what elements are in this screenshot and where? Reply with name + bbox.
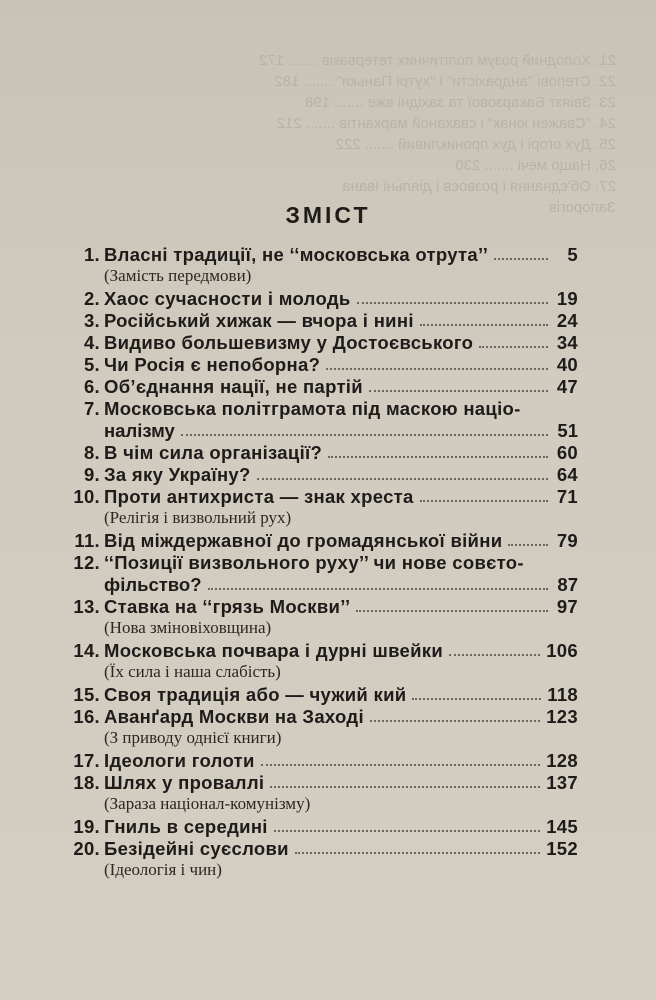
entry-title: Об’єднання нації, не партій: [104, 376, 363, 397]
entry-page-number: 71: [556, 486, 578, 507]
leader-dots: [326, 367, 548, 370]
entry-number: 8.: [83, 442, 100, 463]
entry-title: Ставка на ‘‘грязь Москви’’: [104, 596, 351, 617]
leader-dots: [449, 653, 540, 656]
entry-title: За яку Україну?: [104, 464, 251, 485]
entry-title: Своя традиція або — чужий кий: [104, 684, 407, 705]
entry-title: Аванґард Москви на Заході: [104, 706, 364, 727]
entry-number: 7.: [83, 398, 100, 419]
entry-page-number: 40: [556, 354, 578, 375]
entry-number: 11.: [74, 530, 100, 551]
entry-title: Чи Росія є непоборна?: [104, 354, 321, 375]
show-through-line: Запорогів: [548, 199, 616, 216]
toc-entry[interactable]: [58, 376, 578, 398]
toc-entry[interactable]: [58, 398, 578, 420]
show-through-line: 24. "Сважен юнак" і сваханой маркантів ....... 212: [276, 115, 616, 132]
leader-dots: [181, 433, 548, 436]
entry-page-number: 87: [557, 574, 578, 595]
entry-subtitle: (Релігія і визвольний рух): [104, 508, 292, 527]
leader-dots: [356, 609, 548, 612]
entry-subtitle: (З приводу однієї книги): [104, 728, 282, 747]
entry-number: 18.: [73, 772, 100, 793]
entry-number: 19.: [73, 816, 100, 837]
entry-number: 20.: [73, 838, 100, 859]
toc-entry[interactable]: [58, 838, 578, 860]
entry-number: 2.: [83, 288, 100, 309]
entry-subtitle: (Нова зміновіховщина): [104, 618, 272, 637]
entry-page-number: 79: [556, 530, 578, 551]
toc-entry[interactable]: [58, 310, 578, 332]
entry-page-number: 60: [556, 442, 578, 463]
entry-title: Ідеологи голоти: [104, 750, 255, 771]
entry-page-number: 123: [546, 706, 578, 727]
entry-number: 3.: [83, 310, 100, 331]
entry-page-number: 24: [556, 310, 578, 331]
entry-page-number: 118: [547, 684, 578, 705]
toc-entry[interactable]: [58, 552, 578, 574]
entry-title-continued: налізму: [104, 420, 175, 441]
toc-entry[interactable]: [58, 706, 578, 728]
entry-subtitle: (Їх сила і наша слабість): [104, 662, 281, 681]
entry-title-continuation: [58, 420, 578, 442]
entry-page-number: 145: [546, 816, 578, 837]
toc-entry[interactable]: [58, 596, 578, 618]
leader-dots: [274, 829, 540, 832]
entry-number: 6.: [83, 376, 100, 397]
leader-dots: [420, 499, 548, 502]
leader-dots: [494, 257, 548, 260]
entry-title: Хаос сучасности і молодь: [104, 288, 351, 309]
leader-dots: [420, 323, 548, 326]
entry-number: 10.: [73, 486, 100, 507]
leader-dots: [357, 301, 548, 304]
entry-title: Російський хижак — вчора і нині: [104, 310, 414, 331]
entry-subtitle: (Зараза націонал-комунізму): [104, 794, 311, 813]
entry-page-number: 34: [556, 332, 578, 353]
leader-dots: [412, 697, 541, 700]
entry-title: Московська почвара і дурні швейки: [104, 640, 444, 661]
toc-entry[interactable]: [58, 486, 578, 508]
entry-number: 12.: [73, 552, 100, 573]
toc-entry[interactable]: [58, 750, 578, 772]
entry-page-number: 19: [556, 288, 578, 309]
entry-number: 17.: [73, 750, 100, 771]
entry-title: Безідейні суєслови: [104, 838, 289, 859]
entry-title: ‘‘Позиції визвольного руху’’ чи нове совєто-: [104, 552, 524, 573]
leader-dots: [508, 543, 548, 546]
toc-entry[interactable]: [58, 332, 578, 354]
entry-title: Видиво большевизму у Достоєвського: [104, 332, 474, 353]
entry-title-continuation: [58, 574, 578, 596]
leader-dots: [479, 345, 548, 348]
entry-title: Гниль в середині: [104, 816, 268, 837]
entry-number: 13.: [73, 596, 100, 617]
toc-entry[interactable]: [58, 684, 578, 706]
show-through-line: 26. Нащо мечі ....... 230: [455, 157, 616, 174]
entry-page-number: 97: [556, 596, 578, 617]
show-through-line: 23. Звіязт Бакарзової та західні вже ....... 198: [304, 94, 616, 111]
entry-page-number: 51: [557, 420, 578, 441]
toc-entry[interactable]: [58, 464, 578, 486]
entry-page-number: 5: [567, 244, 578, 265]
toc-entry[interactable]: [58, 288, 578, 310]
entry-title: Проти антихриста — знак хреста: [104, 486, 414, 507]
show-through-line: 27. Об'єднання і розвоєв і діяльні Івана: [342, 178, 616, 195]
leader-dots: [369, 389, 548, 392]
entry-number: 4.: [83, 332, 100, 353]
entry-number: 14.: [73, 640, 100, 661]
entry-page-number: 152: [546, 838, 578, 859]
toc-entry[interactable]: [58, 530, 578, 552]
toc-entry[interactable]: [58, 772, 578, 794]
leader-dots: [208, 587, 548, 590]
page-title: ЗМІСТ: [285, 202, 371, 228]
leader-dots: [295, 851, 540, 854]
entry-title-continued: фільство?: [104, 574, 202, 595]
entry-number: 1.: [83, 244, 100, 265]
toc-entry[interactable]: [58, 640, 578, 662]
toc-entry[interactable]: [58, 816, 578, 838]
show-through-line: 22. Степові "андрахісти" і "хутрі Паньки" ....... 182: [274, 73, 616, 90]
leader-dots: [370, 719, 540, 722]
entry-subtitle: (Замість передмови): [104, 266, 252, 285]
entry-title: Власні традиції, не ‘‘московська отрута’’: [104, 244, 489, 265]
leader-dots: [270, 785, 540, 788]
show-through-line: 21. Холодний розум політичних тетерваків ....... 172: [259, 52, 616, 69]
entry-subtitle: (Ідеологія і чин): [104, 860, 222, 879]
entry-page-number: 128: [546, 750, 578, 771]
entry-page-number: 47: [556, 376, 578, 397]
entry-number: 5.: [83, 354, 100, 375]
leader-dots: [257, 477, 548, 480]
entry-page-number: 137: [546, 772, 578, 793]
entry-page-number: 64: [556, 464, 578, 485]
entry-title: Від міждержавної до громадянської війни: [104, 530, 503, 551]
leader-dots: [261, 763, 541, 766]
entry-title: В чім сила організації?: [104, 442, 323, 463]
show-through-line: 25. Дух огорі і дух проникливий ....... 222: [335, 136, 616, 153]
table-of-contents: [58, 244, 578, 882]
entry-number: 15.: [73, 684, 100, 705]
toc-entry[interactable]: [58, 244, 578, 266]
entry-number: 16.: [73, 706, 100, 727]
entry-title: Московська політграмота під маскою націо-: [104, 398, 521, 419]
toc-entry[interactable]: [58, 442, 578, 464]
entry-title: Шлях у проваллі: [104, 772, 265, 793]
entry-page-number: 106: [546, 640, 578, 661]
leader-dots: [328, 455, 548, 458]
entry-number: 9.: [83, 464, 100, 485]
toc-entry[interactable]: [58, 354, 578, 376]
